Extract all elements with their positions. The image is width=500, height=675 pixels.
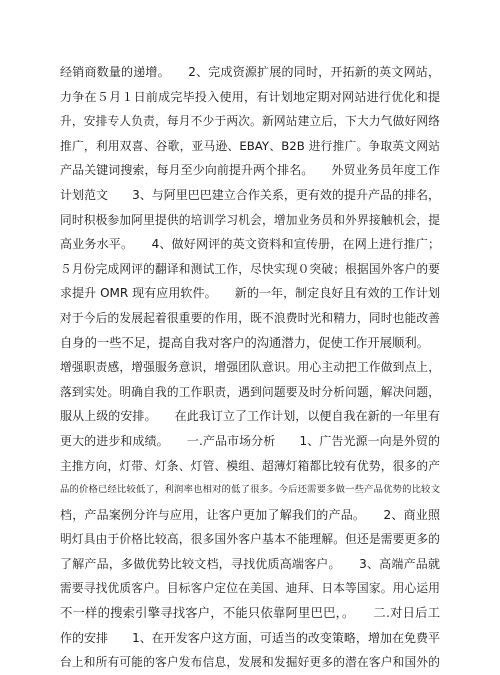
text-line: 对于今后的发展起着很重要的作用，既不浪费时光和精力，同时也能改善: [60, 310, 440, 325]
text-line: 计划范文 3、与阿里巴巴建立合作关系，更有效的提升产品的排名，: [60, 187, 440, 202]
text-line: 台上和所有可能的客户发布信息，发展和发掘好更多的潜在客户和国外的: [60, 655, 440, 670]
text-line: 同时积极参加阿里提供的培训学习机会，增加业务员和外界接触机会，提: [60, 212, 440, 227]
text-line: 经销商数量的递增。 2、完成资源扩展的同时，开拓新的英文网站，: [60, 65, 440, 79]
text-line: 力争在５月１日前成完毕投入使用，有计划地定期对网站进行优化和提: [60, 89, 440, 104]
text-line: 了解产品，多做优势比较文档，寻找优质高端客户。 3、高端产品就: [60, 556, 440, 571]
text-line: 求提升 OMR 现有应用软件。 新的一年，制定良好且有效的工作计划: [60, 286, 440, 301]
text-line: 品的价格已经比较低了，利润率也相对的低了很多。今后还需要多做一些产品优势的比较文: [60, 484, 440, 496]
text-line: 落到实处。明确自我的工作职责，遇到问题要及时分析问题，解决问题，: [60, 384, 440, 399]
text-line: 需要寻找优质客户。目标客户定位在美国、迪拜、日本等国家。用心运用: [60, 581, 440, 596]
text-line: ５月份完成网评的翻译和测试工作，尽快实现０突破；根据国外客户的要: [60, 261, 440, 276]
text-line: 增强职责感，增强服务意识，增强团队意识。用心主动把工作做到点上，: [60, 360, 440, 375]
document-body: [60, 60, 440, 675]
text-line: 更大的进步和成绩。 一.产品市场分析 1、广告光源一向是外贸的: [60, 433, 440, 448]
text-line: 服从上级的安排。 在此我订立了工作计划，以便自我在新的一年里有: [60, 409, 440, 424]
text-line: 高业务水平。 4、做好网评的英文资料和宣传册，在网上进行推广；: [60, 237, 440, 252]
text-line: 产品关键词搜索，每月至少向前提升两个排名。 外贸业务员年度工作: [60, 163, 440, 178]
text-line: 档，产品案例分许与应用，让客户更加了解我们的产品。 2、商业照: [60, 507, 440, 522]
text-line: 不一样的搜索引擎寻找客户，不能只依靠阿里巴巴，。 二.对日后工: [60, 606, 440, 621]
text-line: 自身的一些不足，提高自我对客户的沟通潜力，促使工作开展顺利。: [60, 335, 429, 350]
text-line: 明灯具由于价格比较高，很多国外客户基本不能理解。但还是需要更多的: [60, 532, 440, 547]
text-line: 升，安排专人负责，每月不少于两次。新网站建立后，下大力气做好网络: [60, 114, 440, 129]
text-line: 主推方向，灯带、灯条、灯管、模组、超薄灯箱都比较有优势，很多的产: [60, 458, 440, 473]
text-line: 作的安排 1、在开发客户这方面，可适当的改变策略，增加在免费平: [60, 630, 440, 645]
text-line: 推广，利用双喜、谷歌，亚马逊、EBAY、B2B 进行推广。争取英文网站: [60, 138, 440, 153]
